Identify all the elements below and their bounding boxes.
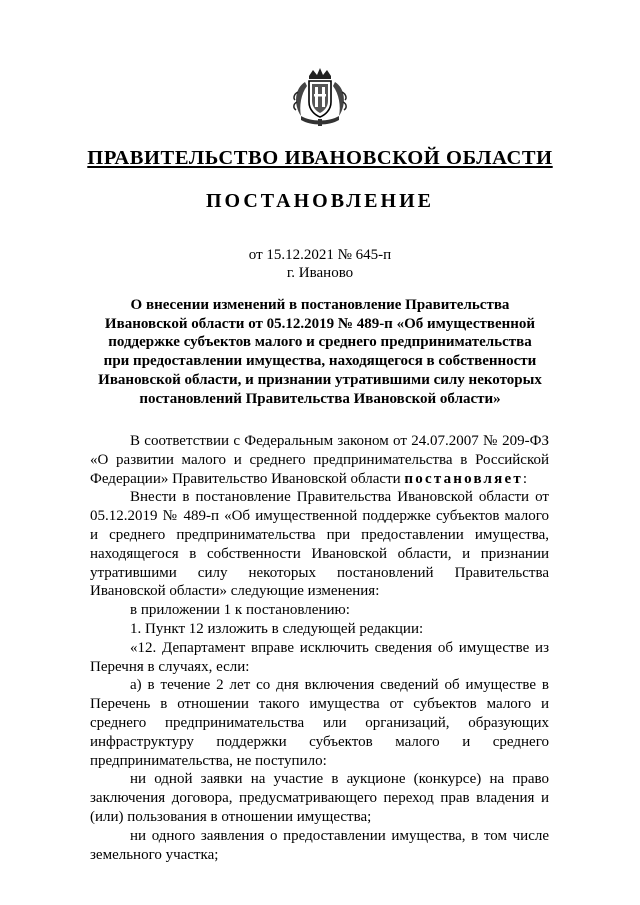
decree-colon: : xyxy=(522,470,528,487)
body-paragraph xyxy=(90,432,549,488)
document-city: г. Иваново xyxy=(286,265,354,281)
document-date-number: от 15.12.2021 № 645-п xyxy=(248,247,392,263)
subject-line: при предоставлении имущества, находящегося в собственности xyxy=(103,353,537,370)
government-title: ПРАВИТЕЛЬСТВО ИВАНОВСКОЙ ОБЛАСТИ xyxy=(87,147,553,169)
preamble-text: В соответствии с Федеральным законом от 24.07.2007 № 209-ФЗ «О развитии малого и среднего предпринимательства в Российской Федерации» Правительство Ивановской области xyxy=(90,433,549,487)
subject-line: О внесении изменений в постановление Правительства xyxy=(130,297,510,313)
subject-line: Ивановской области от 05.12.2019 № 489-п «Об имущественной xyxy=(104,315,536,332)
document-body xyxy=(90,432,549,864)
coat-of-arms-icon xyxy=(289,66,351,128)
body-paragraph: «12. Департамент вправе исключить сведения об имуществе из Перечня в случаях, если: xyxy=(90,639,549,675)
decree-word: постановляет xyxy=(404,470,523,487)
body-paragraph: а) в течение 2 лет со дня включения сведений об имуществе в Перечень в отношении такого имущества от субъектов малого и среднего предпринимательства или организаций, образующих инфраструктуру поддержки субъектов малого и среднего предпринимательства, не поступило: xyxy=(90,677,549,769)
subject-line: Ивановской области, и признании утратившими силу некоторых xyxy=(98,371,542,388)
body-paragraph: ни одного заявления о предоставлении имущества, в том числе земельного участка; xyxy=(90,827,549,863)
body-paragraph: в приложении 1 к постановлению: xyxy=(130,602,350,619)
body-paragraph: Внести в постановление Правительства Ивановской области от 05.12.2019 № 489-п «Об имущественной поддержке субъектов малого и среднего предпринимательства при предоставлении имущества, находящегося в собственности Ивановской области, и признании утратившими силу некоторых постановлений Правительства Ивановской области» следующие изменения: xyxy=(90,489,549,600)
body-paragraph: ни одной заявки на участие в аукционе (конкурсе) на право заключения договора, предусматривающего переход прав владения и (или) пользования в отношении имущества; xyxy=(90,771,549,825)
subject-line: поддержке субъектов малого и среднего предпринимательства xyxy=(108,334,532,351)
document-type: ПОСТАНОВЛЕНИЕ xyxy=(206,190,434,212)
subject-line: постановлений Правительства Ивановской области» xyxy=(139,390,501,407)
document-subject xyxy=(86,296,554,408)
body-paragraph: 1. Пункт 12 изложить в следующей редакции: xyxy=(130,620,424,637)
